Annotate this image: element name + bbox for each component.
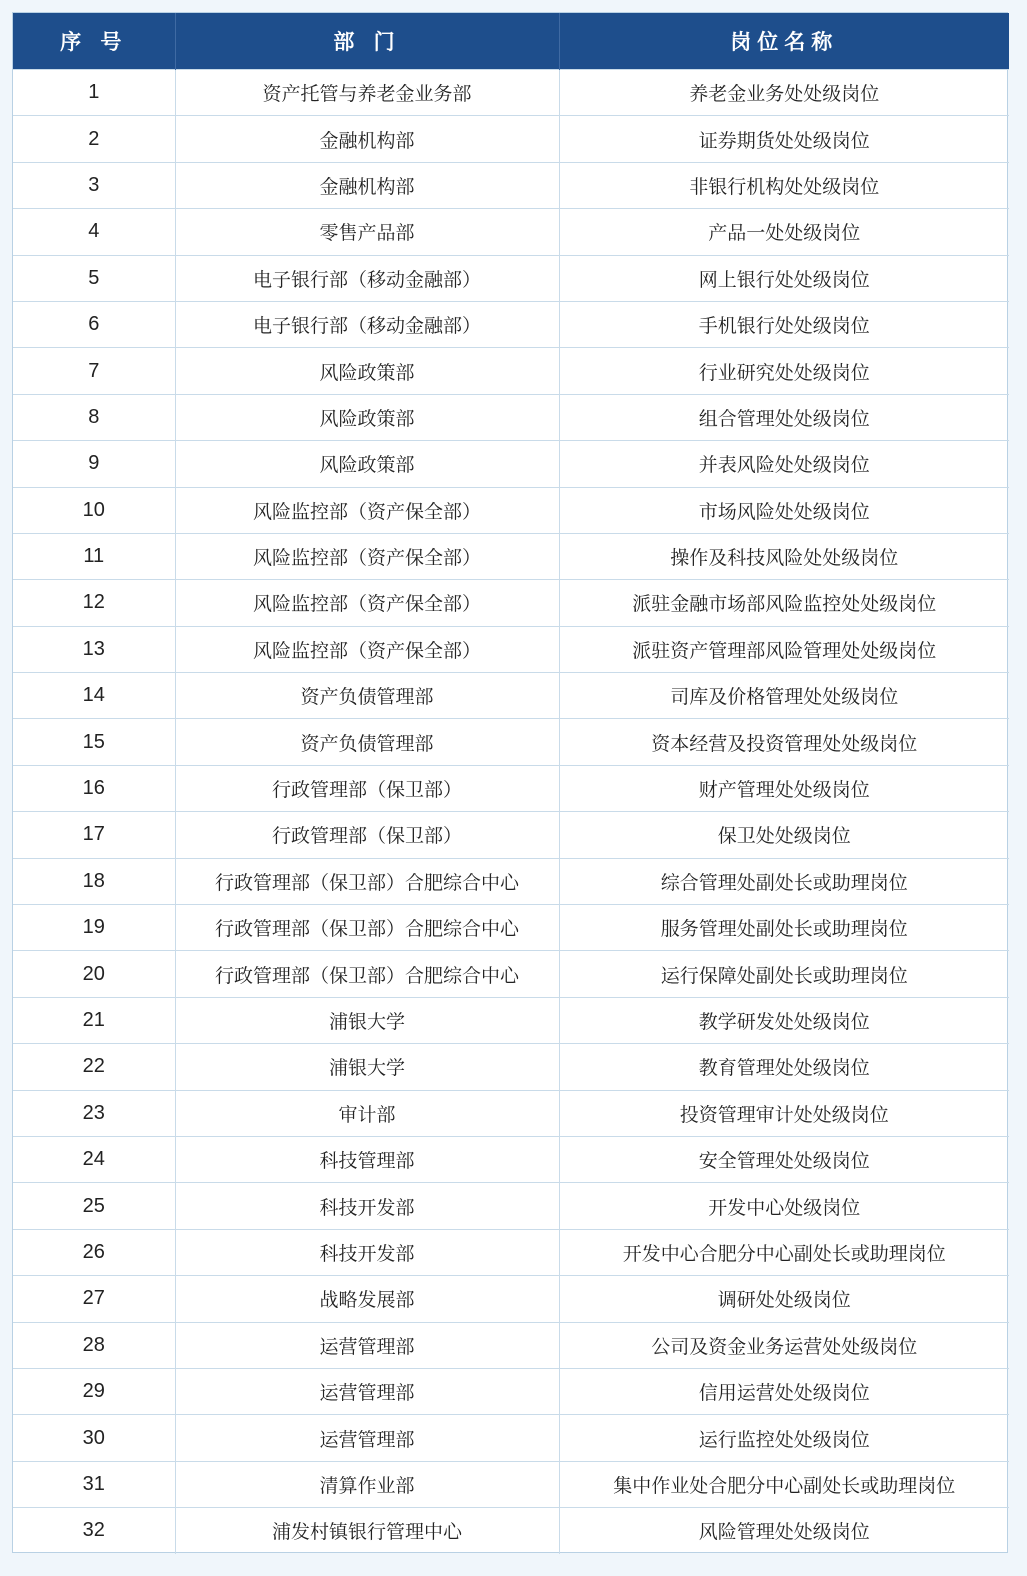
table-row	[13, 580, 1009, 626]
cell-serial-number: 5	[13, 255, 175, 301]
cell-department: 科技管理部	[175, 1136, 559, 1182]
cell-serial-number: 20	[13, 951, 175, 997]
cell-department: 资产负债管理部	[175, 719, 559, 765]
cell-serial-number: 7	[13, 348, 175, 394]
cell-position-name: 投资管理审计处处级岗位	[559, 1090, 1009, 1136]
table-row	[13, 1044, 1009, 1090]
table-row	[13, 858, 1009, 904]
cell-department: 行政管理部（保卫部）合肥综合中心	[175, 858, 559, 904]
table-row	[13, 1461, 1009, 1507]
cell-serial-number: 18	[13, 858, 175, 904]
table-row	[13, 1322, 1009, 1368]
positions-table-container	[12, 12, 1008, 1553]
table-row	[13, 997, 1009, 1043]
cell-department: 风险监控部（资产保全部）	[175, 533, 559, 579]
cell-position-name: 资本经营及投资管理处处级岗位	[559, 719, 1009, 765]
table-row	[13, 301, 1009, 347]
cell-position-name: 服务管理处副处长或助理岗位	[559, 905, 1009, 951]
cell-position-name: 司库及价格管理处处级岗位	[559, 673, 1009, 719]
cell-position-name: 市场风险处处级岗位	[559, 487, 1009, 533]
cell-position-name: 网上银行处处级岗位	[559, 255, 1009, 301]
cell-serial-number: 23	[13, 1090, 175, 1136]
table-row	[13, 1090, 1009, 1136]
cell-position-name: 财产管理处处级岗位	[559, 765, 1009, 811]
cell-department: 战略发展部	[175, 1276, 559, 1322]
table-row	[13, 1136, 1009, 1182]
table-row	[13, 348, 1009, 394]
cell-department: 行政管理部（保卫部）	[175, 765, 559, 811]
cell-department: 资产负债管理部	[175, 673, 559, 719]
table-row	[13, 533, 1009, 579]
cell-position-name: 证券期货处处级岗位	[559, 116, 1009, 162]
table-row	[13, 626, 1009, 672]
cell-serial-number: 30	[13, 1415, 175, 1461]
table-row	[13, 1276, 1009, 1322]
cell-department: 运营管理部	[175, 1368, 559, 1414]
cell-position-name: 行业研究处处级岗位	[559, 348, 1009, 394]
header-row	[13, 13, 1009, 70]
cell-serial-number: 15	[13, 719, 175, 765]
cell-department: 电子银行部（移动金融部）	[175, 255, 559, 301]
table-row	[13, 765, 1009, 811]
cell-serial-number: 2	[13, 116, 175, 162]
cell-department: 行政管理部（保卫部）合肥综合中心	[175, 905, 559, 951]
cell-position-name: 信用运营处处级岗位	[559, 1368, 1009, 1414]
cell-position-name: 产品一处处级岗位	[559, 209, 1009, 255]
table-row	[13, 1368, 1009, 1414]
cell-serial-number: 10	[13, 487, 175, 533]
table-row	[13, 719, 1009, 765]
cell-department: 风险政策部	[175, 394, 559, 440]
table-row	[13, 1229, 1009, 1275]
table-body	[13, 70, 1009, 1554]
cell-serial-number: 31	[13, 1461, 175, 1507]
header-department: 部 门	[175, 13, 559, 70]
table-row	[13, 116, 1009, 162]
cell-position-name: 养老金业务处处级岗位	[559, 70, 1009, 116]
table-row	[13, 487, 1009, 533]
table-row	[13, 70, 1009, 116]
table-row	[13, 209, 1009, 255]
cell-department: 浦银大学	[175, 997, 559, 1043]
cell-department: 风险政策部	[175, 348, 559, 394]
cell-position-name: 非银行机构处处级岗位	[559, 162, 1009, 208]
cell-serial-number: 16	[13, 765, 175, 811]
table-row	[13, 162, 1009, 208]
cell-department: 资产托管与养老金业务部	[175, 70, 559, 116]
cell-department: 运营管理部	[175, 1322, 559, 1368]
table-header	[13, 13, 1009, 70]
cell-department: 风险监控部（资产保全部）	[175, 487, 559, 533]
table-row	[13, 441, 1009, 487]
cell-position-name: 教学研发处处级岗位	[559, 997, 1009, 1043]
cell-serial-number: 22	[13, 1044, 175, 1090]
cell-serial-number: 11	[13, 533, 175, 579]
cell-serial-number: 19	[13, 905, 175, 951]
cell-serial-number: 17	[13, 812, 175, 858]
table-row	[13, 1508, 1009, 1554]
cell-position-name: 派驻资产管理部风险管理处处级岗位	[559, 626, 1009, 672]
cell-serial-number: 25	[13, 1183, 175, 1229]
cell-serial-number: 6	[13, 301, 175, 347]
header-serial-number: 序 号	[13, 13, 175, 70]
table-row	[13, 1183, 1009, 1229]
cell-serial-number: 12	[13, 580, 175, 626]
cell-position-name: 派驻金融市场部风险监控处处级岗位	[559, 580, 1009, 626]
cell-department: 金融机构部	[175, 162, 559, 208]
cell-position-name: 安全管理处处级岗位	[559, 1136, 1009, 1182]
cell-serial-number: 3	[13, 162, 175, 208]
cell-serial-number: 32	[13, 1508, 175, 1554]
header-position-name: 岗位名称	[559, 13, 1009, 70]
cell-position-name: 开发中心处级岗位	[559, 1183, 1009, 1229]
cell-department: 风险政策部	[175, 441, 559, 487]
cell-department: 行政管理部（保卫部）	[175, 812, 559, 858]
cell-position-name: 综合管理处副处长或助理岗位	[559, 858, 1009, 904]
cell-position-name: 运行保障处副处长或助理岗位	[559, 951, 1009, 997]
cell-serial-number: 13	[13, 626, 175, 672]
cell-position-name: 调研处处级岗位	[559, 1276, 1009, 1322]
cell-position-name: 保卫处处级岗位	[559, 812, 1009, 858]
cell-department: 行政管理部（保卫部）合肥综合中心	[175, 951, 559, 997]
table-row	[13, 673, 1009, 719]
cell-serial-number: 26	[13, 1229, 175, 1275]
positions-table	[13, 13, 1009, 1554]
cell-serial-number: 4	[13, 209, 175, 255]
cell-position-name: 并表风险处处级岗位	[559, 441, 1009, 487]
cell-department: 浦银大学	[175, 1044, 559, 1090]
table-row	[13, 255, 1009, 301]
table-row	[13, 1415, 1009, 1461]
cell-position-name: 开发中心合肥分中心副处长或助理岗位	[559, 1229, 1009, 1275]
cell-serial-number: 28	[13, 1322, 175, 1368]
table-row	[13, 905, 1009, 951]
cell-position-name: 操作及科技风险处处级岗位	[559, 533, 1009, 579]
table-row	[13, 812, 1009, 858]
cell-department: 风险监控部（资产保全部）	[175, 626, 559, 672]
cell-department: 风险监控部（资产保全部）	[175, 580, 559, 626]
cell-serial-number: 14	[13, 673, 175, 719]
cell-department: 运营管理部	[175, 1415, 559, 1461]
cell-serial-number: 1	[13, 70, 175, 116]
cell-department: 金融机构部	[175, 116, 559, 162]
cell-position-name: 教育管理处处级岗位	[559, 1044, 1009, 1090]
cell-department: 科技开发部	[175, 1183, 559, 1229]
cell-department: 科技开发部	[175, 1229, 559, 1275]
cell-position-name: 集中作业处合肥分中心副处长或助理岗位	[559, 1461, 1009, 1507]
cell-position-name: 风险管理处处级岗位	[559, 1508, 1009, 1554]
cell-department: 审计部	[175, 1090, 559, 1136]
cell-department: 清算作业部	[175, 1461, 559, 1507]
cell-serial-number: 24	[13, 1136, 175, 1182]
cell-position-name: 运行监控处处级岗位	[559, 1415, 1009, 1461]
cell-department: 浦发村镇银行管理中心	[175, 1508, 559, 1554]
cell-serial-number: 9	[13, 441, 175, 487]
table-row	[13, 394, 1009, 440]
cell-position-name: 手机银行处处级岗位	[559, 301, 1009, 347]
cell-serial-number: 21	[13, 997, 175, 1043]
cell-serial-number: 27	[13, 1276, 175, 1322]
cell-serial-number: 8	[13, 394, 175, 440]
cell-department: 零售产品部	[175, 209, 559, 255]
cell-serial-number: 29	[13, 1368, 175, 1414]
cell-position-name: 公司及资金业务运营处处级岗位	[559, 1322, 1009, 1368]
cell-department: 电子银行部（移动金融部）	[175, 301, 559, 347]
table-row	[13, 951, 1009, 997]
cell-position-name: 组合管理处处级岗位	[559, 394, 1009, 440]
